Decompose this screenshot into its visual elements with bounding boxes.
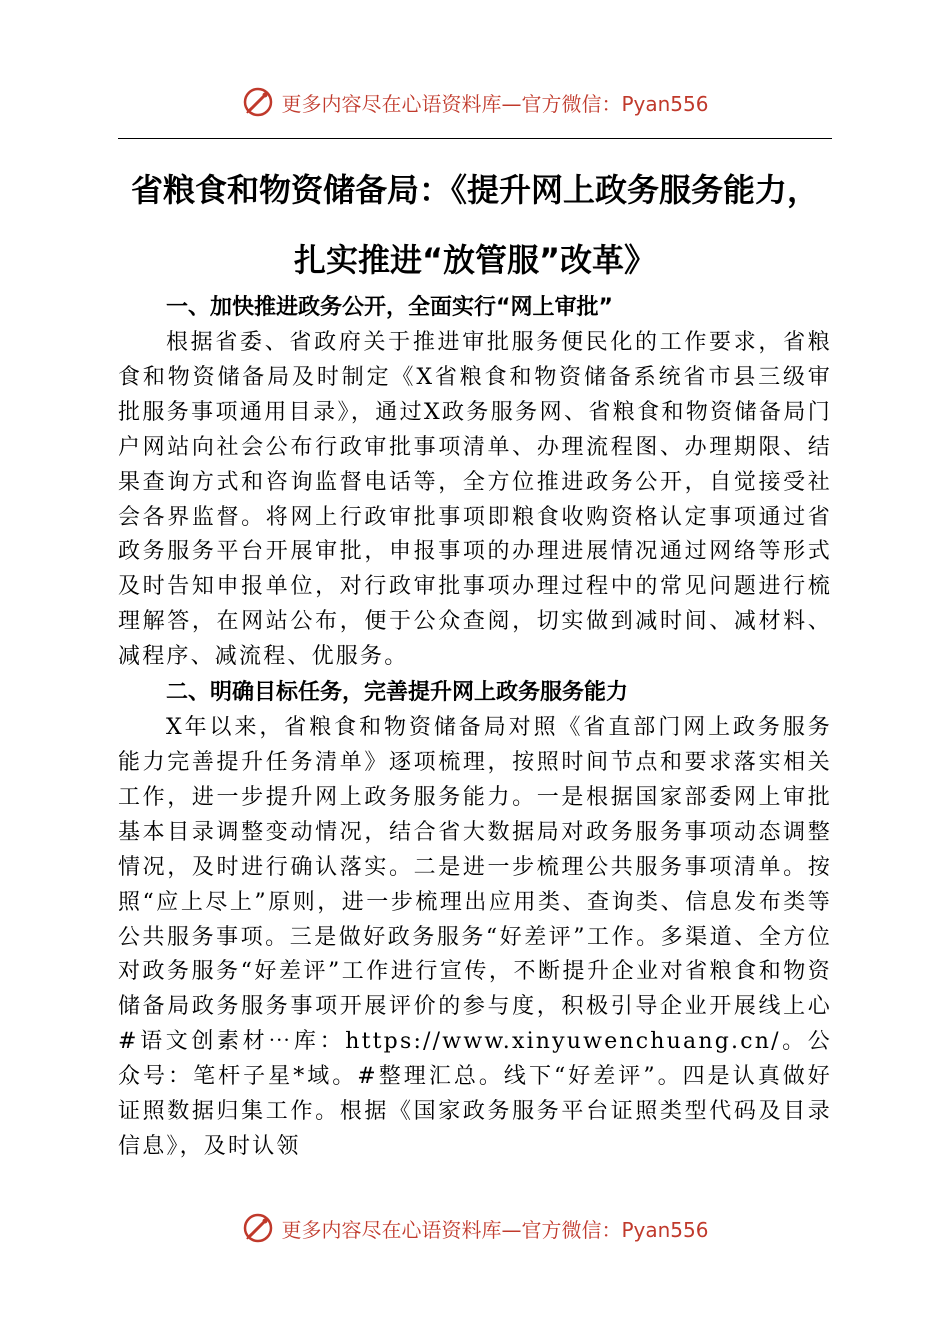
section-1-body: 根据省委、省政府关于推进审批服务便民化的工作要求，省粮食和物资储备局及时制定《X省粮食和物资储备系统省市县三级审批服务事项通用目录》，通过X政务服务网、省粮食和物资储备局门户网站向社会公布行政审批事项清单、办理流程图、办理期限、结果查询方式和咨询监督电话等，全方位推进政务公开，自觉接受社会各界监督。将网上行政审批事项即粮食收购资格认定事项通过省政务服务平台开展审批，申报事项的办理进展情况通过网络等形式及时告知申报单位，对行政审批事项办理过程中的常见问题进行梳理解答，在网站公布，便于公众查阅，切实做到减时间、减材料、减程序、减流程、优服务。 bbox=[118, 330, 832, 670]
document-body bbox=[118, 290, 832, 1165]
brush-logo-icon bbox=[241, 85, 275, 119]
header-divider bbox=[118, 138, 832, 139]
section-2-heading: 二、明确目标任务，完善提升网上政务服务能力 bbox=[166, 680, 629, 706]
brush-logo-icon bbox=[241, 1211, 275, 1245]
header-banner bbox=[0, 82, 950, 122]
footer-banner-text: 更多内容尽在心语资料库—官方微信：Pyan556 bbox=[281, 1217, 709, 1242]
section-2-body: X年以来，省粮食和物资储备局对照《省直部门网上政务服务能力完善提升任务清单》逐项梳理，按照时间节点和要求落实相关工作，进一步提升网上政务服务能力。一是根据国家部委网上审批基本目录调整变动情况，结合省大数据局对政务服务事项动态调整情况，及时进行确认落实。二是进一步梳理公共服务事项清单。按照“应上尽上”原则，进一步梳理出应用类、查询类、信息发布类等公共服务事项。三是做好政务服务“好差评”工作。多渠道、全方位对政务服务“好差评”工作进行宣传，不断提升企业对省粮食和物资储备局政务服务事项开展评价的参与度，积极引导企业开展线上心#语文创素材⋯库：https://www.xinyuwenchuang.cn/。公众号：笔杆子星*域。#整理汇总。线下“好差评”。四是认真做好证照数据归集工作。根据《国家政务服务平台证照类型代码及目录信息》，及时认领 bbox=[118, 715, 832, 1159]
document-title: 省粮食和物资储备局：《提升网上政务服务能力，扎实推进“放管服”改革》 bbox=[130, 171, 819, 279]
footer-banner bbox=[0, 1208, 950, 1248]
header-banner-text: 更多内容尽在心语资料库—官方微信：Pyan556 bbox=[281, 91, 709, 116]
section-1-heading: 一、加快推进政务公开，全面实行“网上审批” bbox=[166, 295, 613, 320]
